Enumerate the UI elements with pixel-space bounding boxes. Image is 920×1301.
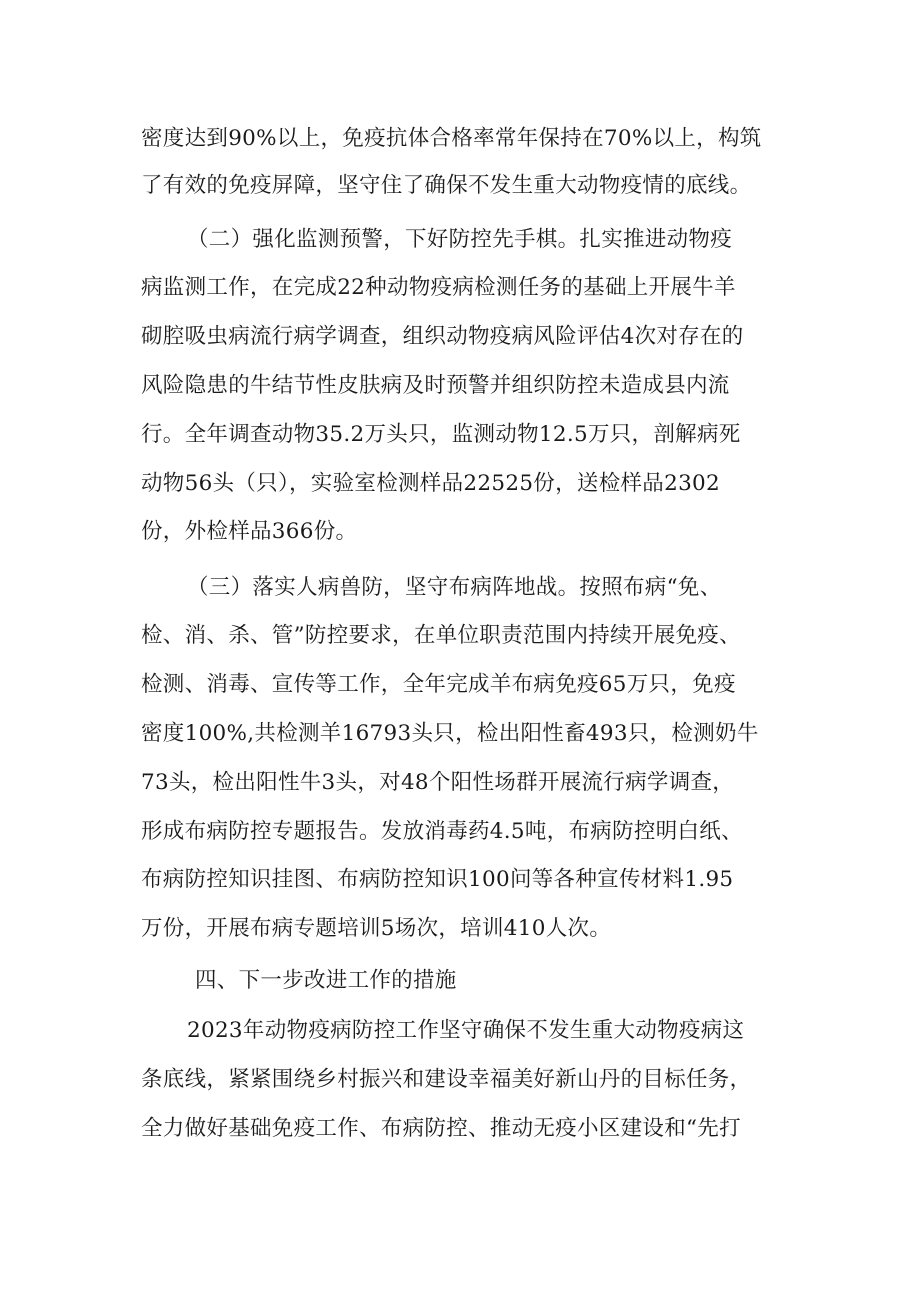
- text-line: 形成布病防控专题报告。发放消毒药4.5吨，布病防控明白纸、: [141, 819, 743, 844]
- text-line: 动物56头（只），实验室检测样品22525份，送检样品2302: [141, 471, 721, 496]
- text-line: 砌腔吸虫病流行病学调查，组织动物疫病风险评估4次对存在的: [141, 324, 744, 349]
- text-line: 病监测工作，在完成22种动物疫病检测任务的基础上开展牛羊: [141, 275, 736, 300]
- text-line: 行。全年调查动物35.2万头只，监测动物12.5万只，剖解病死: [141, 422, 741, 447]
- text-line: 了有效的免疫屏障，坚守住了确保不发生重大动物疫情的底线。: [141, 173, 752, 198]
- section-heading-line: （二）强化监测预警，下好防控先手棋。扎实推进动物疫: [187, 227, 733, 252]
- text-line: 73头，检出阳性牛3头，对48个阳性场群开展流行病学调查，: [141, 770, 735, 795]
- text-line: 风险隐患的牛结节性皮肤病及时预警并组织防控未造成县内流: [141, 373, 730, 398]
- text-line: 密度100%,共检测羊16793头只，检出阳性畜493只，检测奶牛: [141, 721, 759, 746]
- text-line: 密度达到90%以上，免疫抗体合格率常年保持在70%以上，构筑: [141, 126, 762, 151]
- text-line: 检、消、杀、管”防控要求，在单位职责范围内持续开展免疫、: [141, 623, 741, 648]
- text-line: 万份，开展布病专题培训5场次，培训410人次。: [141, 916, 612, 941]
- text-line: 全力做好基础免疫工作、布病防控、推动无疫小区建设和“先打: [141, 1116, 741, 1141]
- text-line: 布病防控知识挂图、布病防控知识100问等各种宣传材料1.95: [141, 867, 734, 892]
- text-line: 份，外检样品366份。: [141, 519, 358, 544]
- section-heading-line: （三）落实人病兽防，坚守布病阵地战。按照布病“免、: [187, 575, 722, 600]
- text-line: 条底线，紧紧围绕乡村振兴和建设幸福美好新山丹的目标任务，: [141, 1067, 752, 1092]
- section-title: 四、下一步改进工作的措施: [195, 968, 457, 993]
- text-line: 检测、消毒、宣传等工作，全年完成羊布病免疫65万只，免疫: [141, 672, 736, 697]
- text-line: 2023年动物疫病防控工作坚守确保不发生重大动物疫病这: [187, 1018, 745, 1043]
